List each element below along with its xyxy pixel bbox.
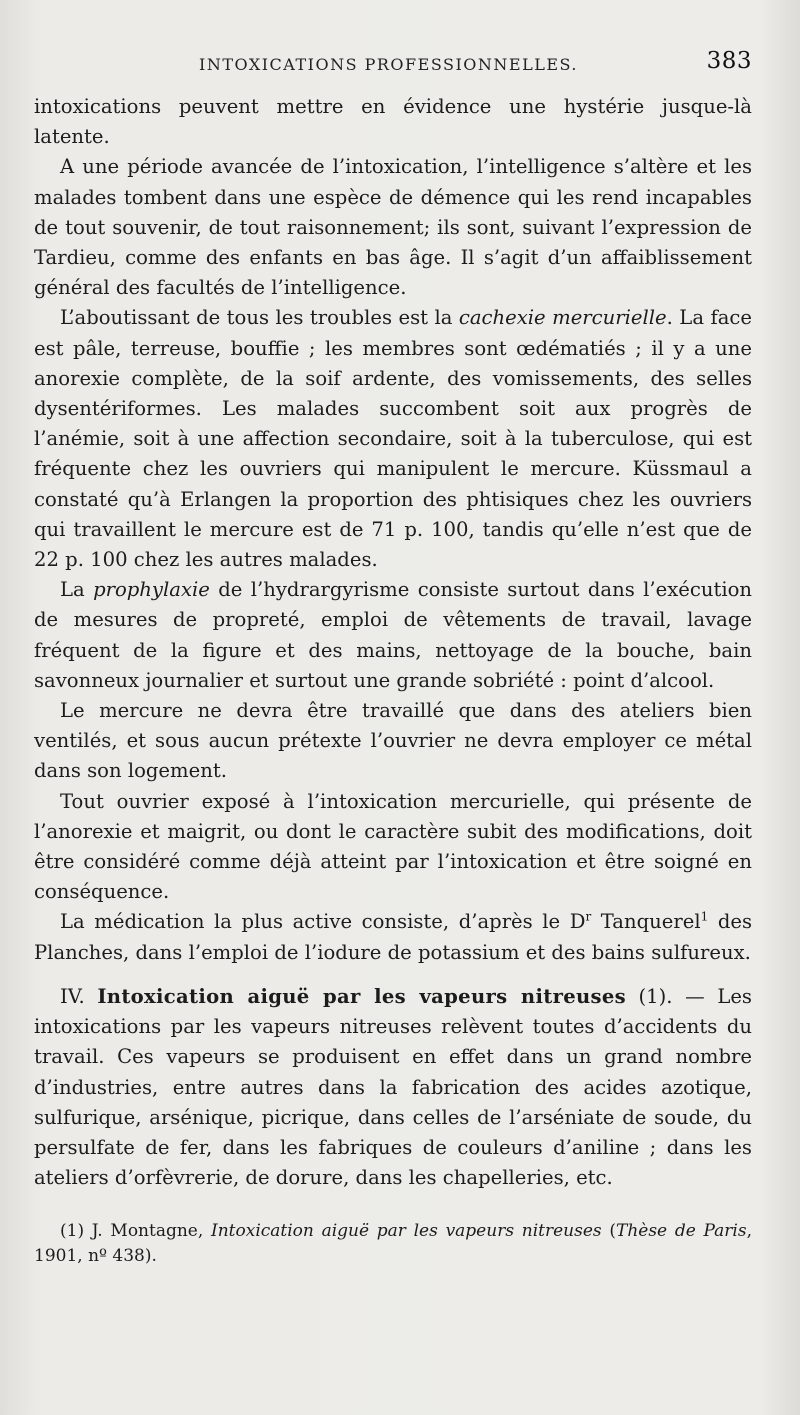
section-text: Les intoxications par les vapeurs nitreuses relèvent toutes d’accidents du travail. Ces vapeurs se produisent en effet dans un grand nombre d’industries, entre autres dans la fabrication des acides azotique, sulfurique, arsénique, picrique, dans celles de l’arséniate de soude, du persulfate de fer, dans les fabriques de couleurs d’aniline ; dans les ateliers d’orfèvrerie, de dorure, dans les chapelleries, etc. [34, 984, 752, 1190]
prophylaxie-term: prophylaxie [93, 578, 210, 602]
running-title: INTOXICATIONS PROFESSIONNELLES. [199, 55, 578, 74]
section-title: Intoxication aiguë par les vapeurs nitreuses [97, 984, 626, 1008]
footnote-text [34, 1219, 752, 1269]
footnote [34, 1219, 752, 1269]
body-text [34, 92, 752, 1193]
paragraph-2: A une période avancée de l’intoxication, l’intelligence s’altère et les malades tombent dans une espèce de démence qui les rend incapables de tout souvenir, de tout raisonnement; ils sont, suivant l’expression de Tardieu, comme des enfants en bas âge. Il s’agit d’un affaiblissement général des facultés de l’intelligence. [34, 155, 752, 300]
footnote-thesis: Thèse de Paris [615, 1221, 747, 1242]
section-footnote-ref: (1). — [625, 984, 705, 1008]
paragraph-3-text-b: . La face est pâle, terreuse, bouffie ; les membres sont œdématiés ; il y a une anorexie complète, de la soif ardente, des vomissements, des selles dysentériformes. Les malades succombent soit aux progrès de l’anémie, soit à une affection secondaire, soit à la tuberculose, qui est fréquente chez les ouvriers qui manipulent le mercure. Küssmaul a constaté qu’à Erlangen la proportion des phtisiques chez les ouvriers qui travaillent le mercure est de 71 p. 100, tandis qu’elle n’est que de 22 p. 100 chez les autres malades. [34, 306, 752, 572]
paragraph-4-text-b: de l’hydrargyrisme consiste surtout dans l’exécution de mesures de propreté, emploi de vêtements de travail, lavage fréquent de la figure et des mains, nettoyage de la bouche, bain savonneux journalier et surtout une grande sobriété : point d’alcool. [34, 578, 752, 692]
paragraph-5: Le mercure ne devra être travaillé que dans des ateliers bien ventilés, et sous aucun prétexte l’ouvrier ne devra employer ce métal dans son logement. [34, 699, 752, 783]
section-gap [34, 968, 752, 982]
paragraph-7-text-a: La médication la plus active consiste, d’après le D [60, 910, 586, 934]
paragraph-7 [34, 907, 752, 967]
paragraph-6: Tout ouvrier exposé à l’intoxication mercurielle, qui présente de l’anorexie et maigrit, ou dont le caractère subit des modifications, doit être considéré comme déjà atteint par l’intoxication et être soigné en conséquence. [34, 789, 752, 904]
paragraph-7-text-c: des Planches, dans l’emploi de l’iodure de potassium et des bains sulfureux. [34, 910, 753, 964]
footnote-title: Intoxication aiguë par les vapeurs nitreuses [211, 1221, 602, 1242]
footnote-text-b: ( [601, 1221, 616, 1242]
paragraph-4-text-a: La [60, 578, 94, 602]
paragraph-7-text-b: Tanquerel [591, 910, 701, 934]
cachexie-term: cachexie mercurielle [458, 306, 667, 330]
superscript-1: 1 [700, 909, 709, 924]
paragraph-3-text-a: L’aboutissant de tous les troubles est la [60, 306, 459, 330]
section-iv [34, 982, 752, 1193]
paragraph-3 [34, 303, 752, 575]
paragraph-4 [34, 575, 752, 696]
paragraph-1: intoxications peuvent mettre en évidence une hystérie jusque-là latente. [34, 95, 752, 149]
page-header [34, 30, 752, 74]
section-number: IV. [60, 984, 85, 1008]
page-number: 383 [706, 48, 752, 74]
footnote-text-c: , 1901, nº 438). [34, 1221, 752, 1267]
footnote-text-a: (1) J. Montagne, [60, 1221, 211, 1242]
superscript-r: r [585, 909, 592, 924]
